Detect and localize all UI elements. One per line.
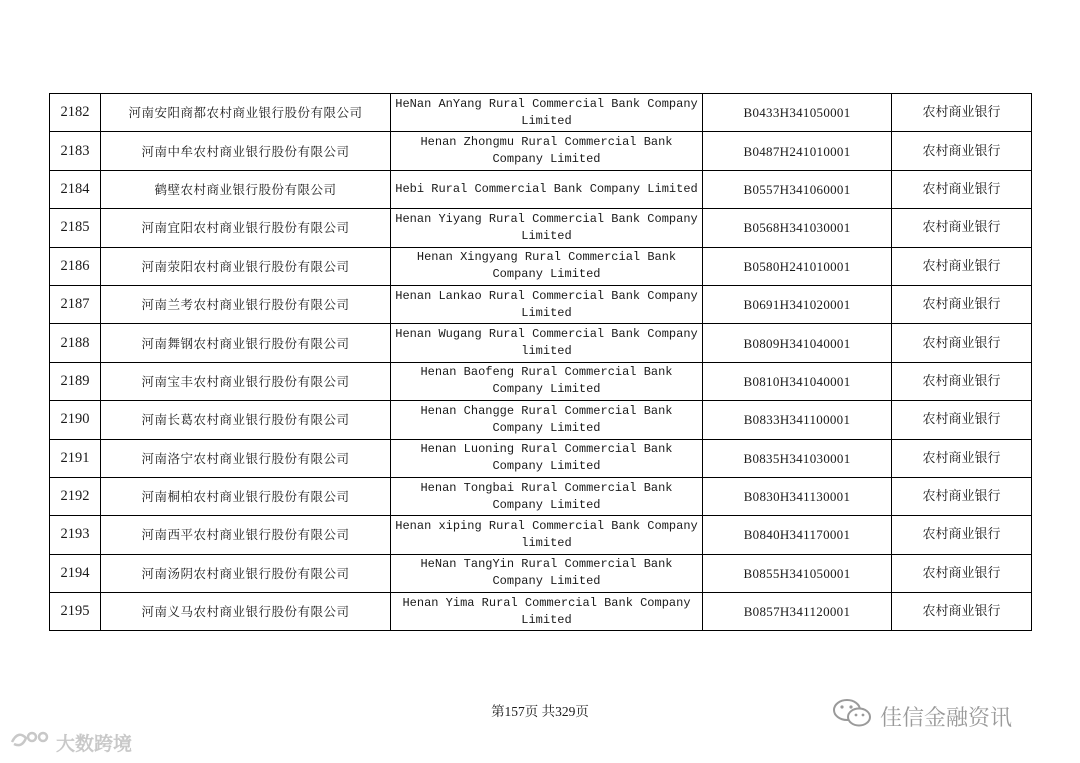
table-row <box>50 593 1032 631</box>
bank-name-cn-cell: 河南宝丰农村商业银行股份有限公司 <box>101 362 391 400</box>
bank-list-body <box>50 94 1032 631</box>
institution-code-cell: B0809H341040001 <box>703 324 892 362</box>
institution-code-cell: B0840H341170001 <box>703 516 892 554</box>
institution-code-cell: B0691H341020001 <box>703 285 892 323</box>
table-row <box>50 439 1032 477</box>
bank-name-cn-cell: 河南安阳商都农村商业银行股份有限公司 <box>101 94 391 132</box>
bank-type-cell: 农村商业银行 <box>892 170 1032 208</box>
watermark-right <box>830 696 1012 736</box>
watermark-right-text: 佳信金融资讯 <box>880 705 1013 731</box>
row-number-cell: 2184 <box>50 170 101 208</box>
bank-name-cn-cell: 鹤壁农村商业银行股份有限公司 <box>101 170 391 208</box>
bank-name-en-cell: Henan xiping Rural Commercial Bank Company limited <box>391 516 703 554</box>
bank-name-cn-cell: 河南荥阳农村商业银行股份有限公司 <box>101 247 391 285</box>
bank-name-cn-cell: 河南西平农村商业银行股份有限公司 <box>101 516 391 554</box>
bank-name-en-cell: Henan Wugang Rural Commercial Bank Company limited <box>391 324 703 362</box>
institution-code-cell: B0830H341130001 <box>703 477 892 515</box>
institution-code-cell: B0857H341120001 <box>703 593 892 631</box>
bank-name-en-cell: Henan Yiyang Rural Commercial Bank Company Limited <box>391 209 703 247</box>
bank-type-cell: 农村商业银行 <box>892 477 1032 515</box>
bank-name-en-cell: HeNan AnYang Rural Commercial Bank Company Limited <box>391 94 703 132</box>
bank-list-table <box>49 93 1032 631</box>
bank-name-cn-cell: 河南洛宁农村商业银行股份有限公司 <box>101 439 391 477</box>
institution-code-cell: B0855H341050001 <box>703 554 892 592</box>
table-row <box>50 247 1032 285</box>
bank-type-cell: 农村商业银行 <box>892 401 1032 439</box>
bank-type-cell: 农村商业银行 <box>892 209 1032 247</box>
bank-name-en-cell: Henan Tongbai Rural Commercial Bank Company Limited <box>391 477 703 515</box>
bank-type-cell: 农村商业银行 <box>892 439 1032 477</box>
institution-code-cell: B0487H241010001 <box>703 132 892 170</box>
table-row <box>50 285 1032 323</box>
row-number-cell: 2188 <box>50 324 101 362</box>
bank-list-table-container <box>49 93 1032 631</box>
bank-name-en-cell: Henan Yima Rural Commercial Bank Company Limited <box>391 593 703 631</box>
bank-name-en-cell: Henan Lankao Rural Commercial Bank Company Limited <box>391 285 703 323</box>
institution-code-cell: B0833H341100001 <box>703 401 892 439</box>
table-row <box>50 132 1032 170</box>
bank-name-en-cell: Henan Zhongmu Rural Commercial Bank Company Limited <box>391 132 703 170</box>
row-number-cell: 2185 <box>50 209 101 247</box>
row-number-cell: 2189 <box>50 362 101 400</box>
bank-type-cell: 农村商业银行 <box>892 516 1032 554</box>
row-number-cell: 2183 <box>50 132 101 170</box>
bank-name-cn-cell: 河南舞钢农村商业银行股份有限公司 <box>101 324 391 362</box>
bank-name-cn-cell: 河南长葛农村商业银行股份有限公司 <box>101 401 391 439</box>
row-number-cell: 2192 <box>50 477 101 515</box>
bank-name-en-cell: Henan Changge Rural Commercial Bank Company Limited <box>391 401 703 439</box>
bank-name-en-cell: Henan Luoning Rural Commercial Bank Company Limited <box>391 439 703 477</box>
bank-name-cn-cell: 河南义马农村商业银行股份有限公司 <box>101 593 391 631</box>
row-number-cell: 2194 <box>50 554 101 592</box>
bank-name-en-cell: Henan Xingyang Rural Commercial Bank Company Limited <box>391 247 703 285</box>
bank-type-cell: 农村商业银行 <box>892 324 1032 362</box>
row-number-cell: 2182 <box>50 94 101 132</box>
bank-name-cn-cell: 河南桐柏农村商业银行股份有限公司 <box>101 477 391 515</box>
row-number-cell: 2195 <box>50 593 101 631</box>
row-number-cell: 2187 <box>50 285 101 323</box>
watermark-left-text: 大数跨境 <box>56 733 133 755</box>
bank-name-en-cell: HeNan TangYin Rural Commercial Bank Company Limited <box>391 554 703 592</box>
table-row <box>50 324 1032 362</box>
table-row <box>50 477 1032 515</box>
bank-name-cn-cell: 河南中牟农村商业银行股份有限公司 <box>101 132 391 170</box>
bank-name-en-cell: Henan Baofeng Rural Commercial Bank Company Limited <box>391 362 703 400</box>
institution-code-cell: B0835H341030001 <box>703 439 892 477</box>
table-row <box>50 362 1032 400</box>
bank-name-cn-cell: 河南宜阳农村商业银行股份有限公司 <box>101 209 391 247</box>
page-number: 第157页 共329页 <box>491 704 589 719</box>
row-number-cell: 2186 <box>50 247 101 285</box>
wechat-icon <box>830 696 874 736</box>
bank-type-cell: 农村商业银行 <box>892 362 1032 400</box>
bank-type-cell: 农村商业银行 <box>892 554 1032 592</box>
row-number-cell: 2191 <box>50 439 101 477</box>
table-row <box>50 401 1032 439</box>
table-row <box>50 170 1032 208</box>
institution-code-cell: B0557H341060001 <box>703 170 892 208</box>
row-number-cell: 2190 <box>50 401 101 439</box>
bank-type-cell: 农村商业银行 <box>892 285 1032 323</box>
institution-code-cell: B0580H241010001 <box>703 247 892 285</box>
institution-code-cell: B0568H341030001 <box>703 209 892 247</box>
bank-name-cn-cell: 河南兰考农村商业银行股份有限公司 <box>101 285 391 323</box>
bank-type-cell: 农村商业银行 <box>892 593 1032 631</box>
table-row <box>50 516 1032 554</box>
bank-name-cn-cell: 河南汤阴农村商业银行股份有限公司 <box>101 554 391 592</box>
row-number-cell: 2193 <box>50 516 101 554</box>
institution-code-cell: B0433H341050001 <box>703 94 892 132</box>
institution-code-cell: B0810H341040001 <box>703 362 892 400</box>
logo-icon <box>8 728 52 757</box>
bank-name-en-cell: Hebi Rural Commercial Bank Company Limited <box>391 170 703 208</box>
bank-type-cell: 农村商业银行 <box>892 132 1032 170</box>
bank-type-cell: 农村商业银行 <box>892 94 1032 132</box>
table-row <box>50 94 1032 132</box>
table-row <box>50 554 1032 592</box>
table-row <box>50 209 1032 247</box>
watermark-left <box>8 728 132 757</box>
bank-type-cell: 农村商业银行 <box>892 247 1032 285</box>
